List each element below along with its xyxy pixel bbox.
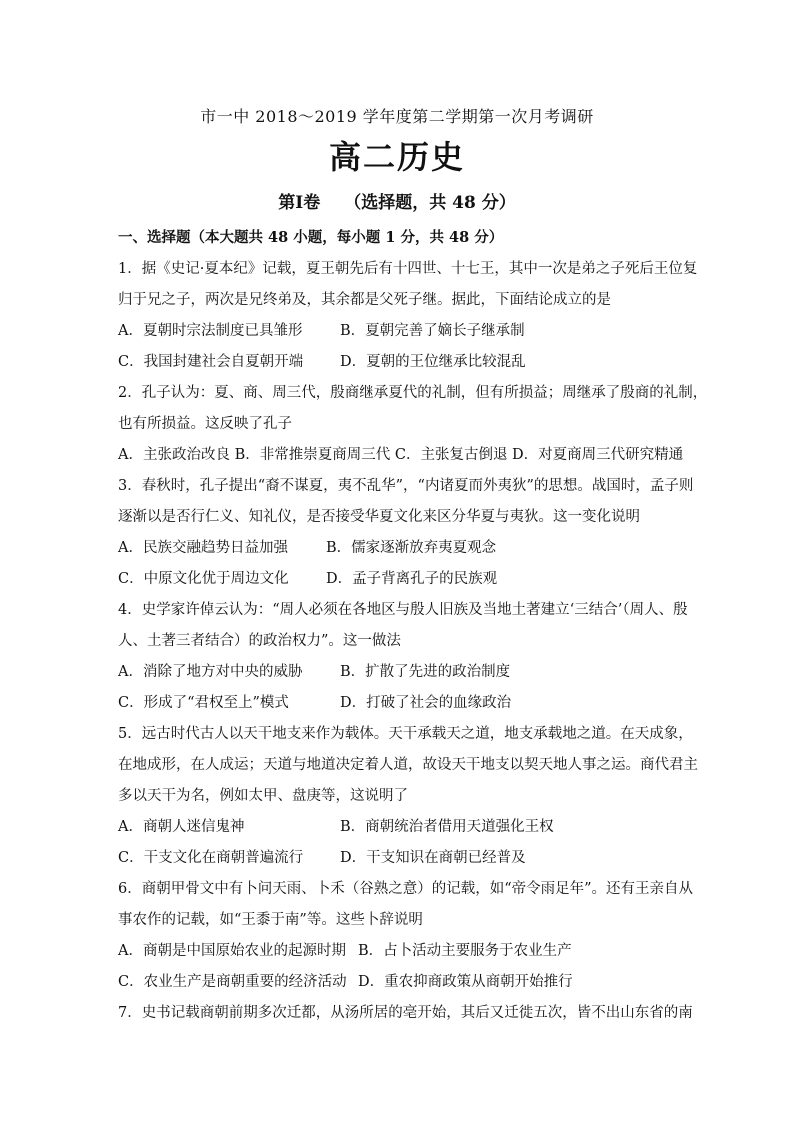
question-1-option-a: A．夏朝时宗法制度已具雏形 xyxy=(118,323,303,339)
question-4-stem-line-2: 人、土著三者结合）的政治权力”。这一做法 xyxy=(118,633,401,649)
question-1-stem-line-1: 1．据《史记·夏本纪》记载，夏王朝先后有十四世、十七王，其中一次是弟之子死后王位复 xyxy=(118,261,698,277)
question-3-option-d: D．孟子背离孔子的民族观 xyxy=(326,571,498,587)
question-5-option-a: A．商朝人迷信鬼神 xyxy=(118,819,245,835)
question-6-option-b: B．占卜活动主要服务于农业生产 xyxy=(358,943,572,959)
question-3-option-b: B．儒家逐渐放弃夷夏观念 xyxy=(326,540,497,556)
question-2-stem-line-2: 也有所损益。这反映了孔子 xyxy=(118,416,292,432)
part-description: （选择题，共 48 分） xyxy=(344,193,516,213)
question-3-option-a: A．民族交融趋势日益加强 xyxy=(118,540,288,556)
question-5-option-c: C．干支文化在商朝普遍流行 xyxy=(118,850,304,866)
question-5-stem-line-1: 5．远古时代古人以天干地支来作为载体。天干承载天之道，地支承载地之道。在天成象， xyxy=(118,726,693,742)
subject-title: 高二历史 xyxy=(328,138,465,176)
question-6-option-c: C．农业生产是商朝重要的经济活动 xyxy=(118,974,347,990)
question-6-stem-line-2: 事农作的记载，如“王黍于南”等。这些卜辞说明 xyxy=(118,912,423,928)
question-4-option-c: C．形成了“君权至上”模式 xyxy=(118,695,289,711)
question-6-stem-line-1: 6．商朝甲骨文中有卜问天雨、卜禾（谷熟之意）的记载，如“帝令雨足年”。还有王亲自从 xyxy=(118,881,694,897)
question-5-stem-line-2: 在地成形，在人成运；天道与地道决定着人道，故设天干地支以契天地人事之运。商代君主 xyxy=(118,757,698,773)
question-7-stem-line-1: 7．史书记载商朝前期多次迁都，从汤所居的亳开始，其后又迁徙五次，皆不出山东省的南 xyxy=(118,1005,693,1021)
question-4-option-d: D．打破了社会的血缘政治 xyxy=(340,695,512,711)
question-3-option-c: C．中原文化优于周边文化 xyxy=(118,571,289,587)
section-heading: 一、选择题（本大题共 48 小题，每小题 1 分，共 48 分） xyxy=(118,229,504,246)
question-5-stem-line-3: 多以天干为名，例如太甲、盘庚等，这说明了 xyxy=(118,788,408,804)
question-4-stem-line-1: 4．史学家许倬云认为：“周人必须在各地区与殷人旧族及当地土著建立‘三结合’（周人、殷 xyxy=(118,602,688,618)
question-6-option-d: D．重农抑商政策从商朝开始推行 xyxy=(358,974,573,990)
part-title xyxy=(0,188,794,213)
question-1-option-c: C．我国封建社会自夏朝开端 xyxy=(118,354,304,370)
question-3-stem-line-1: 3．春秋时，孔子提出“裔不谋夏，夷不乱华”，“内诸夏而外夷狄”的思想。战国时，孟子则 xyxy=(118,478,694,494)
question-2-options: A．主张政治改良 B．非常推崇夏商周三代 C．主张复古倒退 D．对夏商周三代研究精通 xyxy=(118,447,684,463)
question-1-option-b: B．夏朝完善了嫡长子继承制 xyxy=(340,323,525,339)
question-4-option-b: B．扩散了先进的政治制度 xyxy=(340,664,511,680)
question-1-stem-line-2: 归于兄之子，两次是兄终弟及，其余都是父死子继。据此，下面结论成立的是 xyxy=(118,292,611,308)
exam-title: 市一中 2018～2019 学年度第二学期第一次月考调研 xyxy=(200,107,594,126)
question-3-stem-line-2: 逐渐以是否行仁义、知礼仪，是否接受华夏文化来区分华夏与夷狄。这一变化说明 xyxy=(118,509,640,525)
question-5-option-d: D．干支知识在商朝已经普及 xyxy=(340,850,526,866)
question-5-option-b: B．商朝统治者借用天道强化王权 xyxy=(340,819,554,835)
question-6-option-a: A．商朝是中国原始农业的起源时期 xyxy=(118,943,346,959)
question-1-option-d: D．夏朝的王位继承比较混乱 xyxy=(340,354,526,370)
part-label: 第Ⅰ卷 xyxy=(278,193,321,213)
question-4-option-a: A．消除了地方对中央的威胁 xyxy=(118,664,303,680)
question-2-stem-line-1: 2．孔子认为：夏、商、周三代，殷商继承夏代的礼制，但有所损益；周继承了殷商的礼制， xyxy=(118,385,708,401)
